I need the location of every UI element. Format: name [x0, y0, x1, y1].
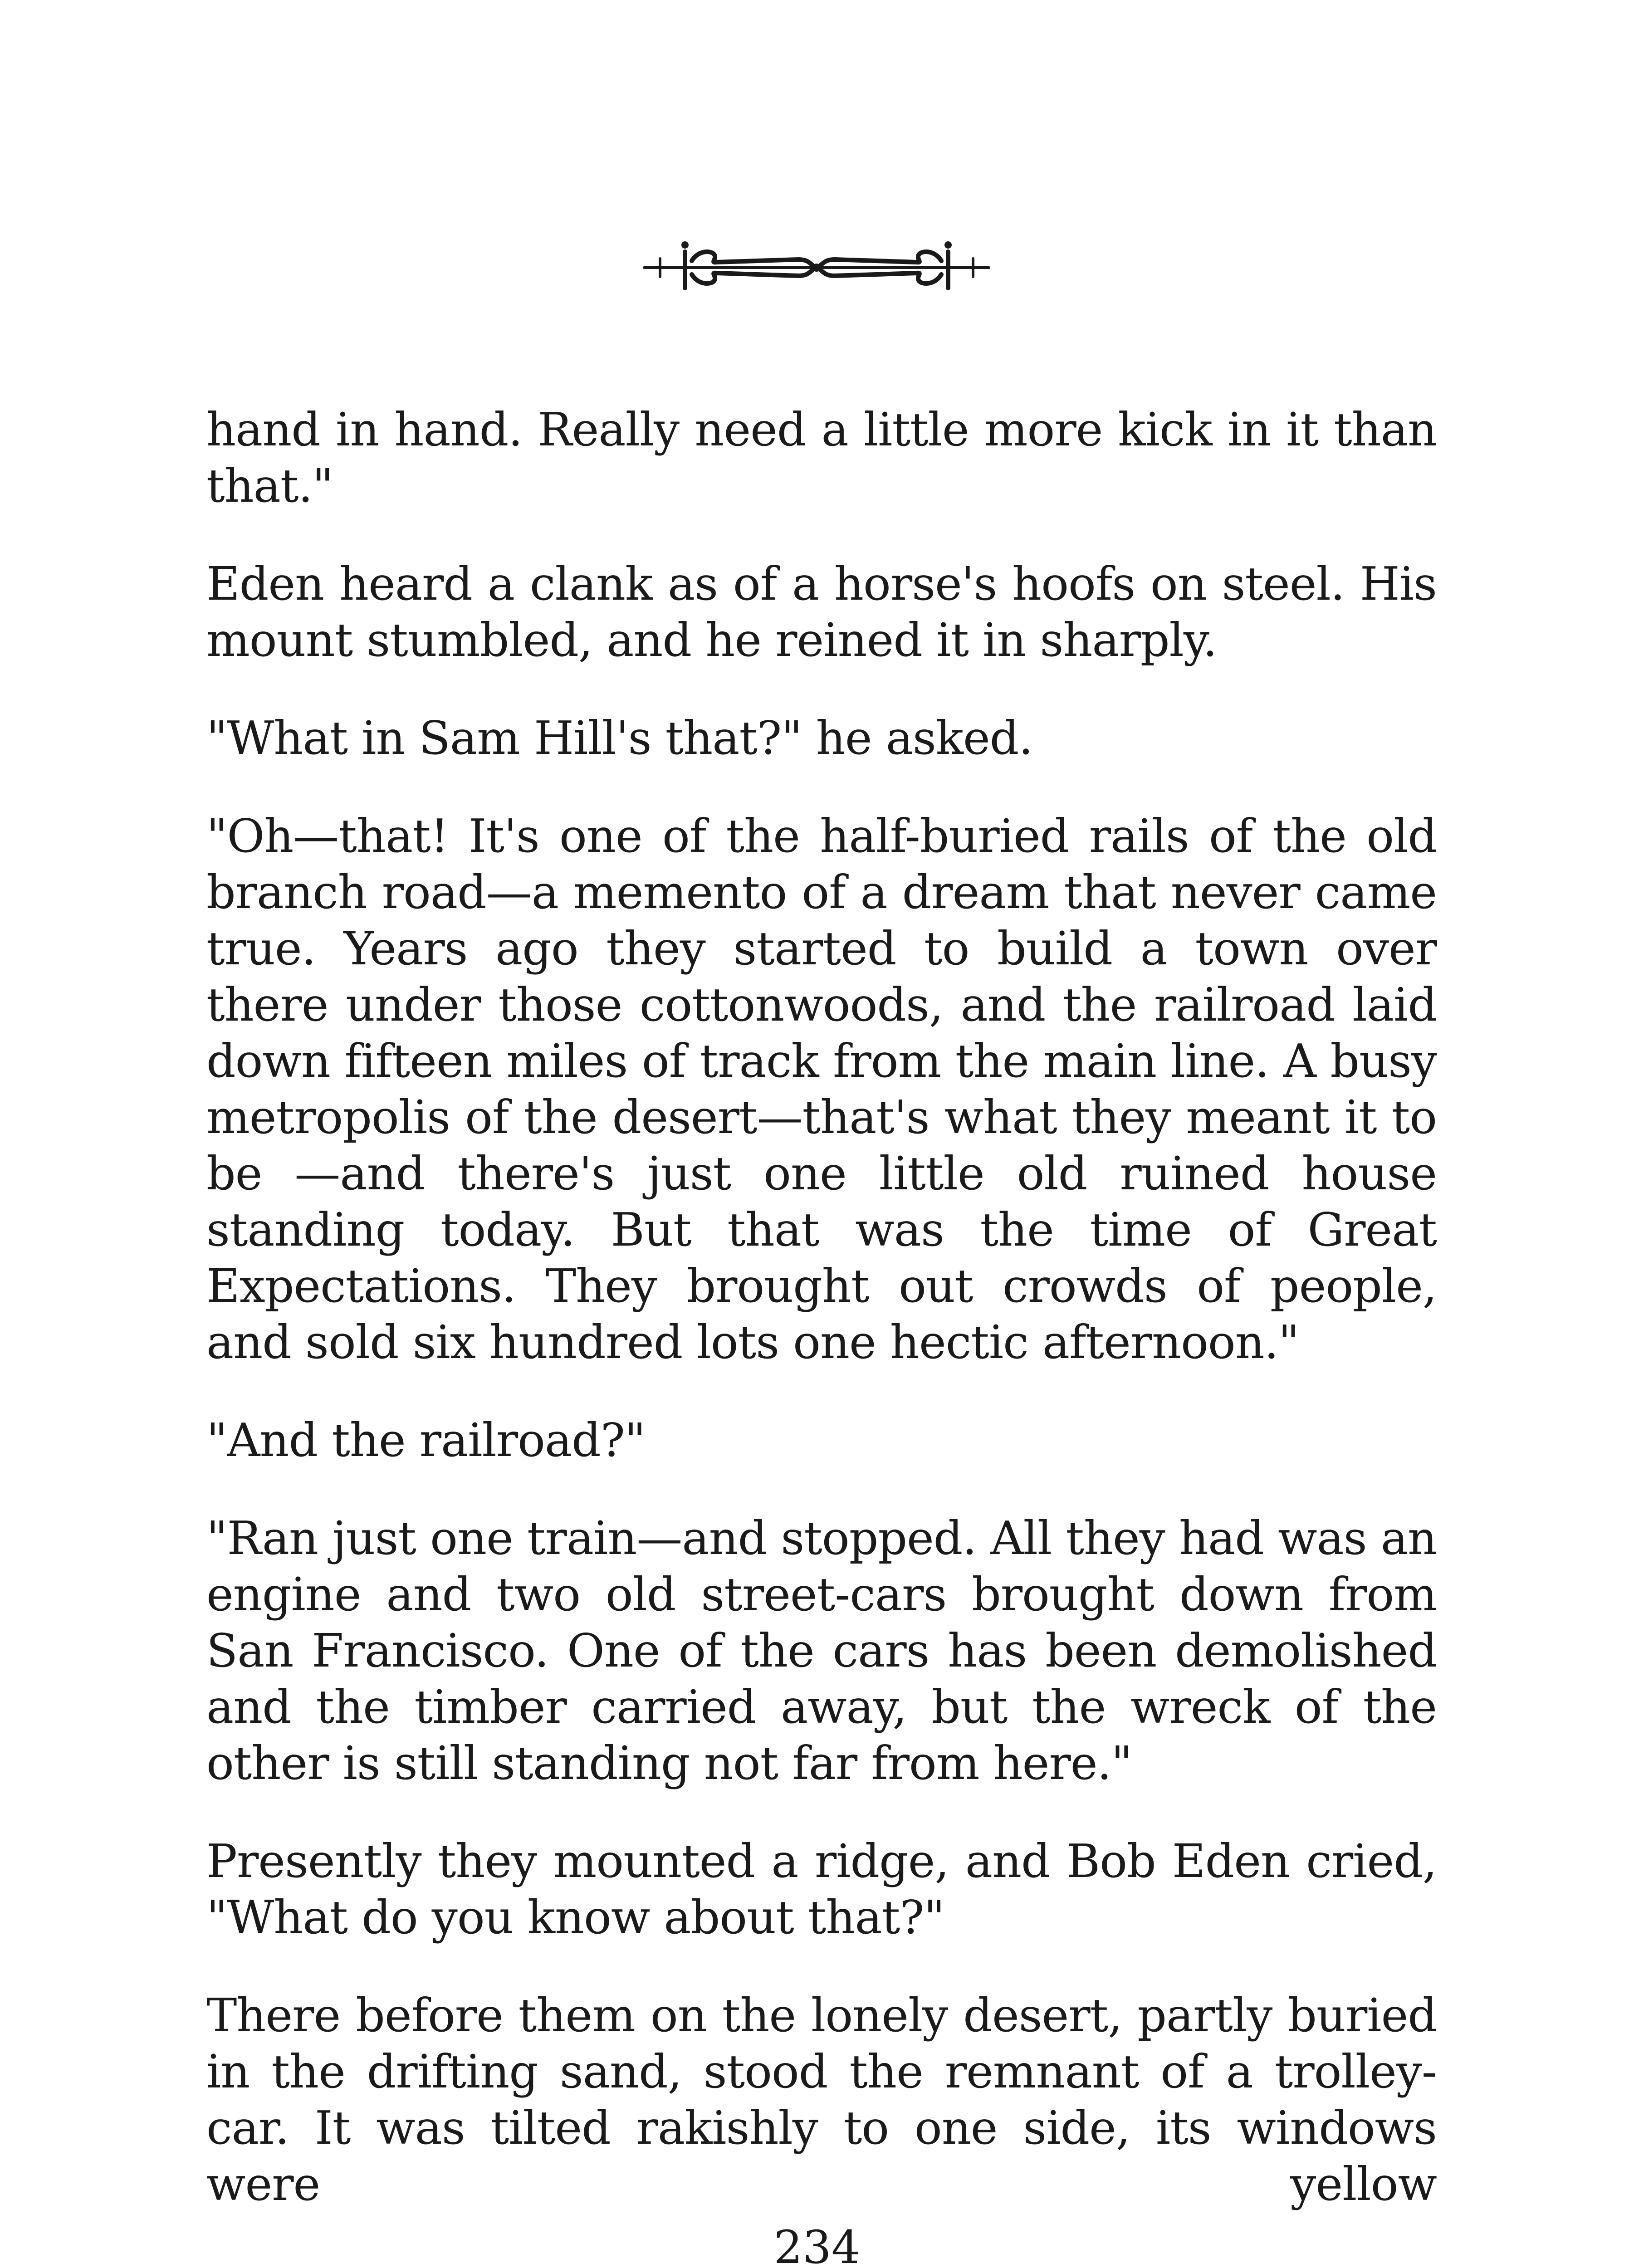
ornament-divider-icon — [635, 227, 998, 308]
body-text — [206, 401, 1437, 2254]
paragraph: Presently they mounted a ridge, and Bob Eden cried, "What do you know about that?" — [206, 1834, 1437, 1944]
paragraph: "And the railroad?" — [206, 1413, 646, 1467]
paragraph: Eden heard a clank as of a horse's hoofs on steel. His mount stumbled, and he reined it in sharply. — [206, 557, 1437, 667]
paragraph: "Oh—that! It's one of the half-buried rails of the old branch road—a memento of a dream that never came true. Years ago they started to build a town over there under those cottonwoods, and the railroad laid down fifteen miles of track from the main line. A busy metropolis of the desert—that's what they meant it to be —and there's just one little old ruined house standing today. But that was the time of Great Expectations. They brought out crowds of people, and sold six hundred lots one hectic afternoon." — [206, 809, 1437, 1369]
paragraph: There before them on the lonely desert, partly buried in the drifting sand, stood the remnant of a trolley-car. It was tilted rakishly to one side, its windows were yellow — [206, 1989, 1437, 2211]
page-number: 234 — [773, 2221, 861, 2268]
paragraph: "Ran just one train—and stopped. All they had was an engine and two old street-cars brought down from San Francisco. One of the cars has been demolished and the timber carried away, but the wreck of the other is still standing not far from here." — [206, 1511, 1437, 1790]
paragraph: hand in hand. Really need a little more kick in it than that." — [206, 403, 1437, 513]
paragraph: "What in Sam Hill's that?" he asked. — [206, 711, 1033, 765]
